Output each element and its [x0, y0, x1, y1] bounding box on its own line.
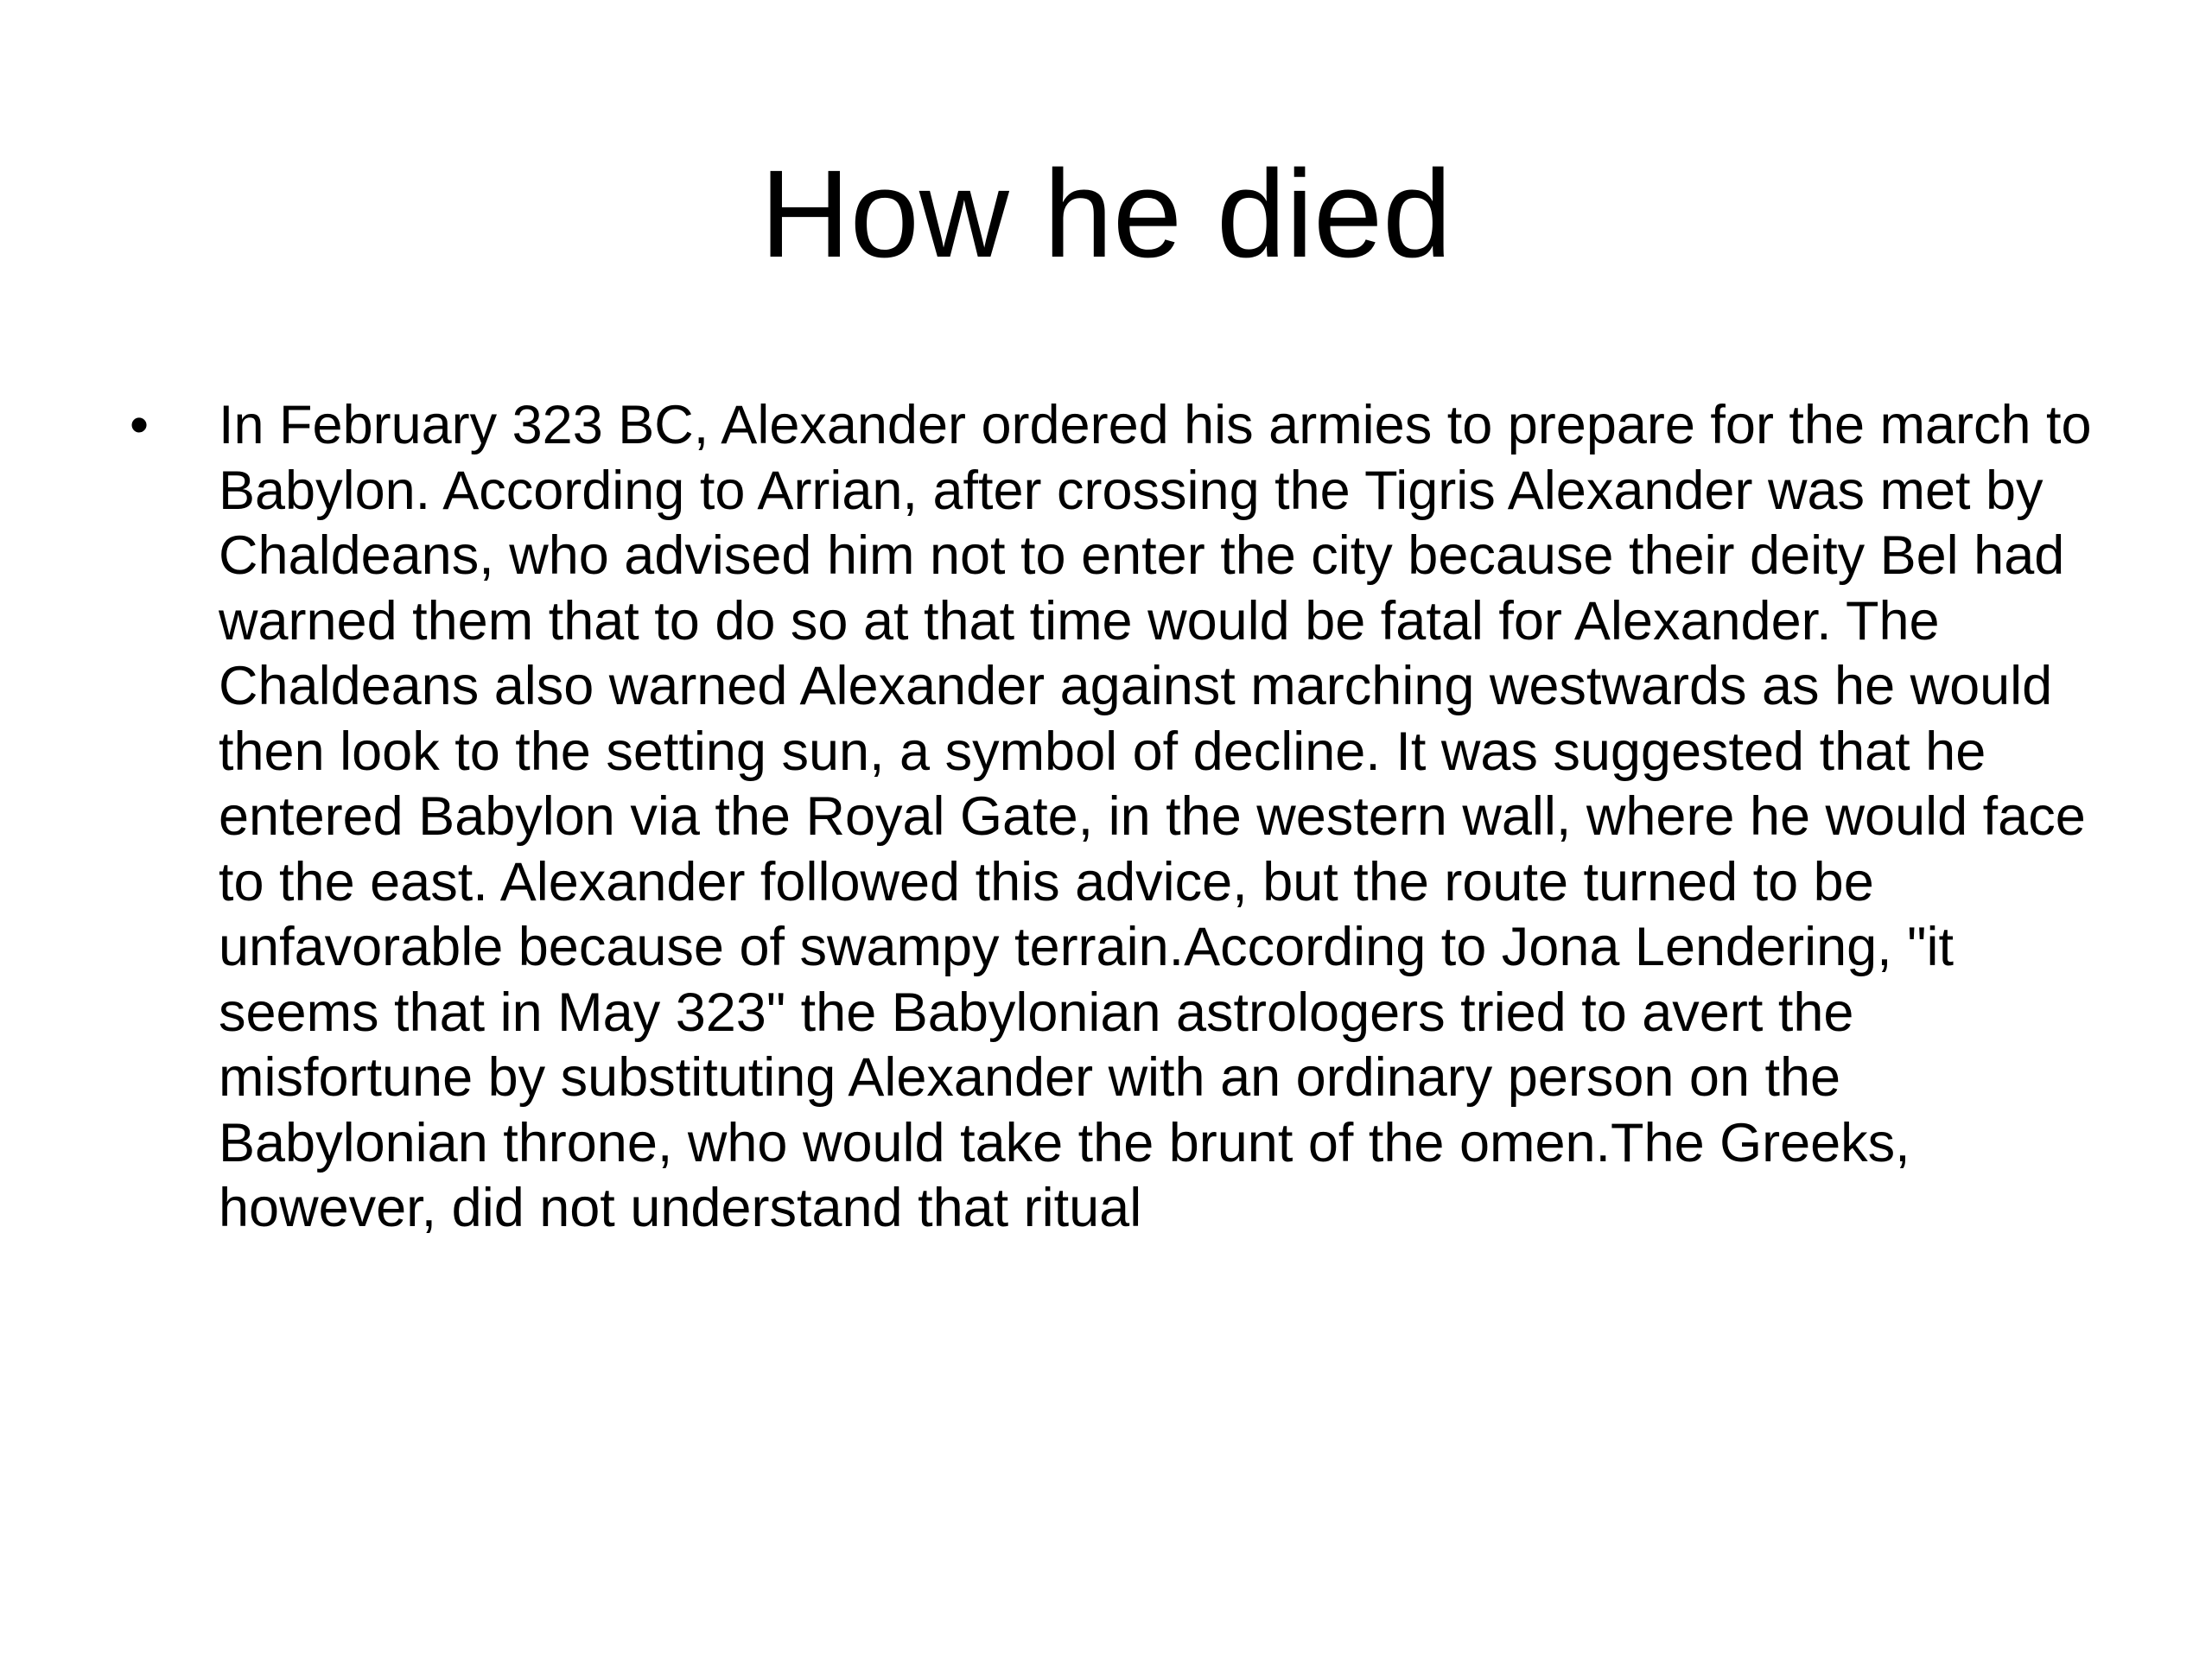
slide-body	[130, 393, 2108, 1242]
bullet-icon: •	[130, 395, 149, 455]
bullet-item	[130, 393, 2108, 1242]
bullet-text: In February 323 BC, Alexander ordered his armies to prepare for the march to Babylon. According to Arrian, after crossing the Tigris Alexander was met by Chaldeans, who advised him not to enter the city because their deity Bel had warned them that to do so at that time would be fatal for Alexander. The Chaldeans also warned Alexander against marching westwards as he would then look to the setting sun, a symbol of decline. It was suggested that he entered Babylon via the Royal Gate, in the western wall, where he would face to the east. Alexander followed this advice, but the route turned to be unfavorable because of swampy terrain.According to Jona Lendering, "it seems that in May 323" the Babylonian astrologers tried to avert the misfortune by substituting Alexander with an ordinary person on the Babylonian throne, who would take the brunt of the omen.The Greeks, however, did not understand that ritual	[219, 395, 2092, 1238]
slide-title: How he died	[760, 144, 1452, 283]
